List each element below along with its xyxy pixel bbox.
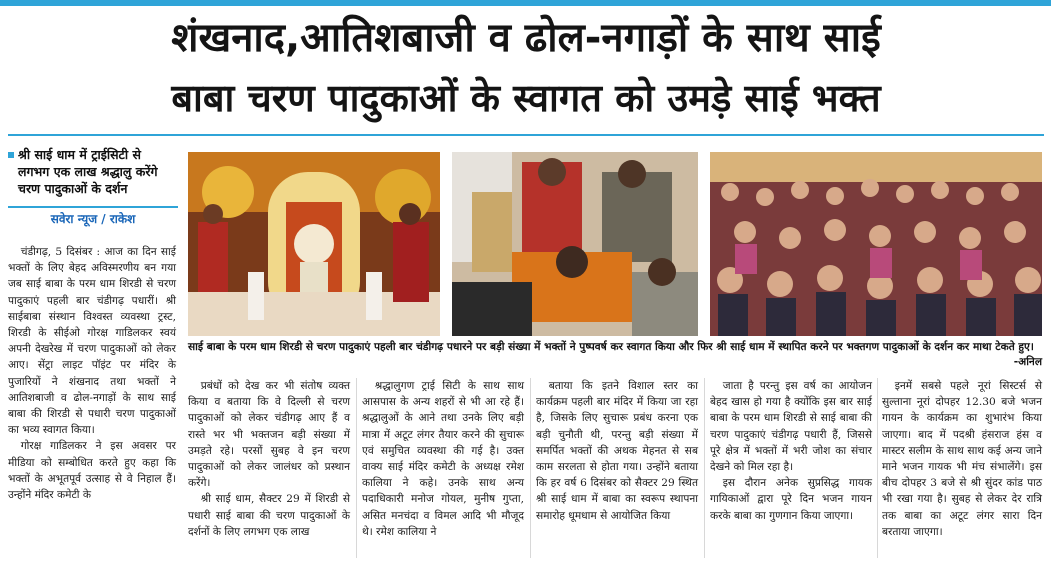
article-column-4 xyxy=(536,378,698,524)
headline-rule xyxy=(8,134,1044,136)
photo-crowd xyxy=(710,152,1042,336)
article-column-1 xyxy=(8,244,176,503)
column-6-paragraph-1: इनमें सबसे पहले नूरां सिस्टर्स से सुल्ताना नूरां दोपहर 12.30 बजे भजन गायन के कार्यक्रम का शुभारंभ किया जाएगा। बाद में पदश्री हंसराज हंस व मास्टर सलीम के साथ साथ कई अन्य जाने माने भजन गायक भी मंच संभालेंगे। इस बीच दोपहर 3 बजे से श्री सुंदर कांड पाठ भी रखा गया है। सुबह से लेकर देर रात्रि तक बाबा का अटूट लंगर सारा दिन बरताया जाएगा। xyxy=(882,380,1042,538)
photo-temple-altar xyxy=(188,152,440,336)
column-2-paragraph-1: प्रबंधों को देख कर भी संतोष व्यक्त किया व बताया कि वे दिल्ली से चरण पादुकाओं को लेकर चंडीगढ़ आए हैं व रास्ते भर भी भक्तजन बड़ी संख्या में उमड़ते रहे। परसों सुबह वे इन चरण पादुकाओं को लेकर जालंधर को प्रस्थान करेंगे। xyxy=(188,380,350,490)
column-5-paragraph-2: इस दौरान अनेक सुप्रसिद्ध गायक गायिकाओं द्वारा पूरे दिन भजन गायन करके बाबा का गुणगान किया जाएगा। xyxy=(710,477,872,522)
photo-ceremony xyxy=(452,152,698,336)
photo-caption xyxy=(188,340,1042,370)
article-column-3 xyxy=(362,378,524,540)
highlight-bullet xyxy=(8,146,176,197)
byline: सवेरा न्यूज / राकेश xyxy=(8,206,178,227)
column-divider xyxy=(877,378,878,558)
caption-text: साई बाबा के परम धाम शिरडी से चरण पादुकाएं पहली बार चंडीगढ़ पधारने पर बड़ी संख्या में भक्तों ने पुष्पवर्ष कर स्वागत किया और फिर श्री साई धाम में स्थापित करने पर भक्तगण पादुकाओं के दर्शन कर माथा टेकते हुए। xyxy=(188,341,1034,353)
top-color-bar xyxy=(0,0,1051,6)
column-3-paragraph-1: श्रद्धालुगण ट्राई सिटी के साथ साथ आसपास के अन्य शहरों से भी आ रहे हैं। श्रद्धालुओं के आने तथा उनके लिए बड़ी मात्रा में अटूट लंगर तैयार करने की सुचारू एवं समुचित व्यवस्था की गई है। उक्त वाक्य साई मंदिर कमेटी के अध्यक्ष रमेश कालिया ने कहे। उनके साथ अन्य पदाधिकारी मनोज गोयल, मुनीष गुप्ता, असित मनचंदा व विमल आदि भी मौजूद थे। रमेश कालिया ने xyxy=(362,380,524,538)
column-divider xyxy=(356,378,357,558)
column-1-paragraph-1: चंडीगढ़, 5 दिसंबर : आज का दिन साई भक्तों के लिए बेहद अविस्मरणीय बन गया जब साई बाबा के परम धाम शिरडी से चरण पादुकाएं पहली बार चंडीगढ़ पधारीं। श्री साईबाबा संस्थान विश्वस्त व्यवस्था ट्रस्ट, शिरडी के सीईओ गोरक्ष गाडिलकर स्वयं अपनी देखरेख में चरण पादुकाओं को लेकर आए। सेंट्रा लाइट पॉइंट पर मंदिर के पुजारियों ने शंखनाद तथा भक्तों ने आतिशबाजी व ढोल-नगाड़ों के साथ साई बाबा की शिरडी से पधारी चरण पादुकाओं का भव्य स्वागत किया। xyxy=(8,246,176,437)
article-column-2 xyxy=(188,378,350,540)
column-4-paragraph-1: बताया कि इतने विशाल स्तर का कार्यक्रम पहली बार मंदिर में किया जा रहा है, जिसके लिए सुचारू प्रबंध करना एक बड़ी चुनौती थी, परन्तु बड़ी संख्या में समर्पित भक्तों की अथक मेहनत से सब काम सरलता से होता गया। उन्होंने बताया कि हर वर्ष 6 दिसंबर को सैक्टर 29 स्थित श्री साई धाम में बाबा का स्वरूप स्थापना समारोह धूमधाम से आयोजित किया xyxy=(536,380,698,522)
highlight-box xyxy=(8,146,176,197)
column-1-paragraph-2: गोरक्ष गाडिलकर ने इस अवसर पर मीडिया को सम्बोधित करते हुए कहा कि भक्तों के अभूतपूर्व उत्साह से वे निहाल हैं। उन्होंने मंदिर कमेटी के xyxy=(8,440,176,502)
headline-line-2: बाबा चरण पादुकाओं के स्वागत को उमड़े साई भक्त xyxy=(171,76,881,120)
article-column-6 xyxy=(882,378,1042,540)
article-column-5 xyxy=(710,378,872,524)
headline-line-1: शंखनाद,आतिशबाजी व ढोल-नगाड़ों के साथ साई xyxy=(171,15,881,61)
column-2-paragraph-2: श्री साई धाम, सैक्टर 29 में शिरडी से पधारी साई बाबा की चरण पादुकाओं के दर्शनों के लिए लगभग एक लाख xyxy=(188,493,350,538)
caption-credit: -अनिल xyxy=(1013,356,1042,368)
column-divider xyxy=(704,378,705,558)
column-5-paragraph-1: जाता है परन्तु इस वर्ष का आयोजन बेहद खास हो गया है क्योंकि इस बार साई बाबा के परम धाम शिरडी से साई बाबा की चरण पादुकाएं चंडीगढ़ पधारी हैं, जिससे पूरे क्षेत्र में भक्तों में भरी जोश का संचार देखने को मिल रहा है। xyxy=(710,380,872,474)
highlight-text: श्री साई धाम में ट्राईसिटी से लगभग एक लाख श्रद्धालु करेंगे चरण पादुकाओं के दर्शन xyxy=(18,147,158,196)
column-divider xyxy=(530,378,531,558)
bullet-square-icon xyxy=(8,152,14,158)
